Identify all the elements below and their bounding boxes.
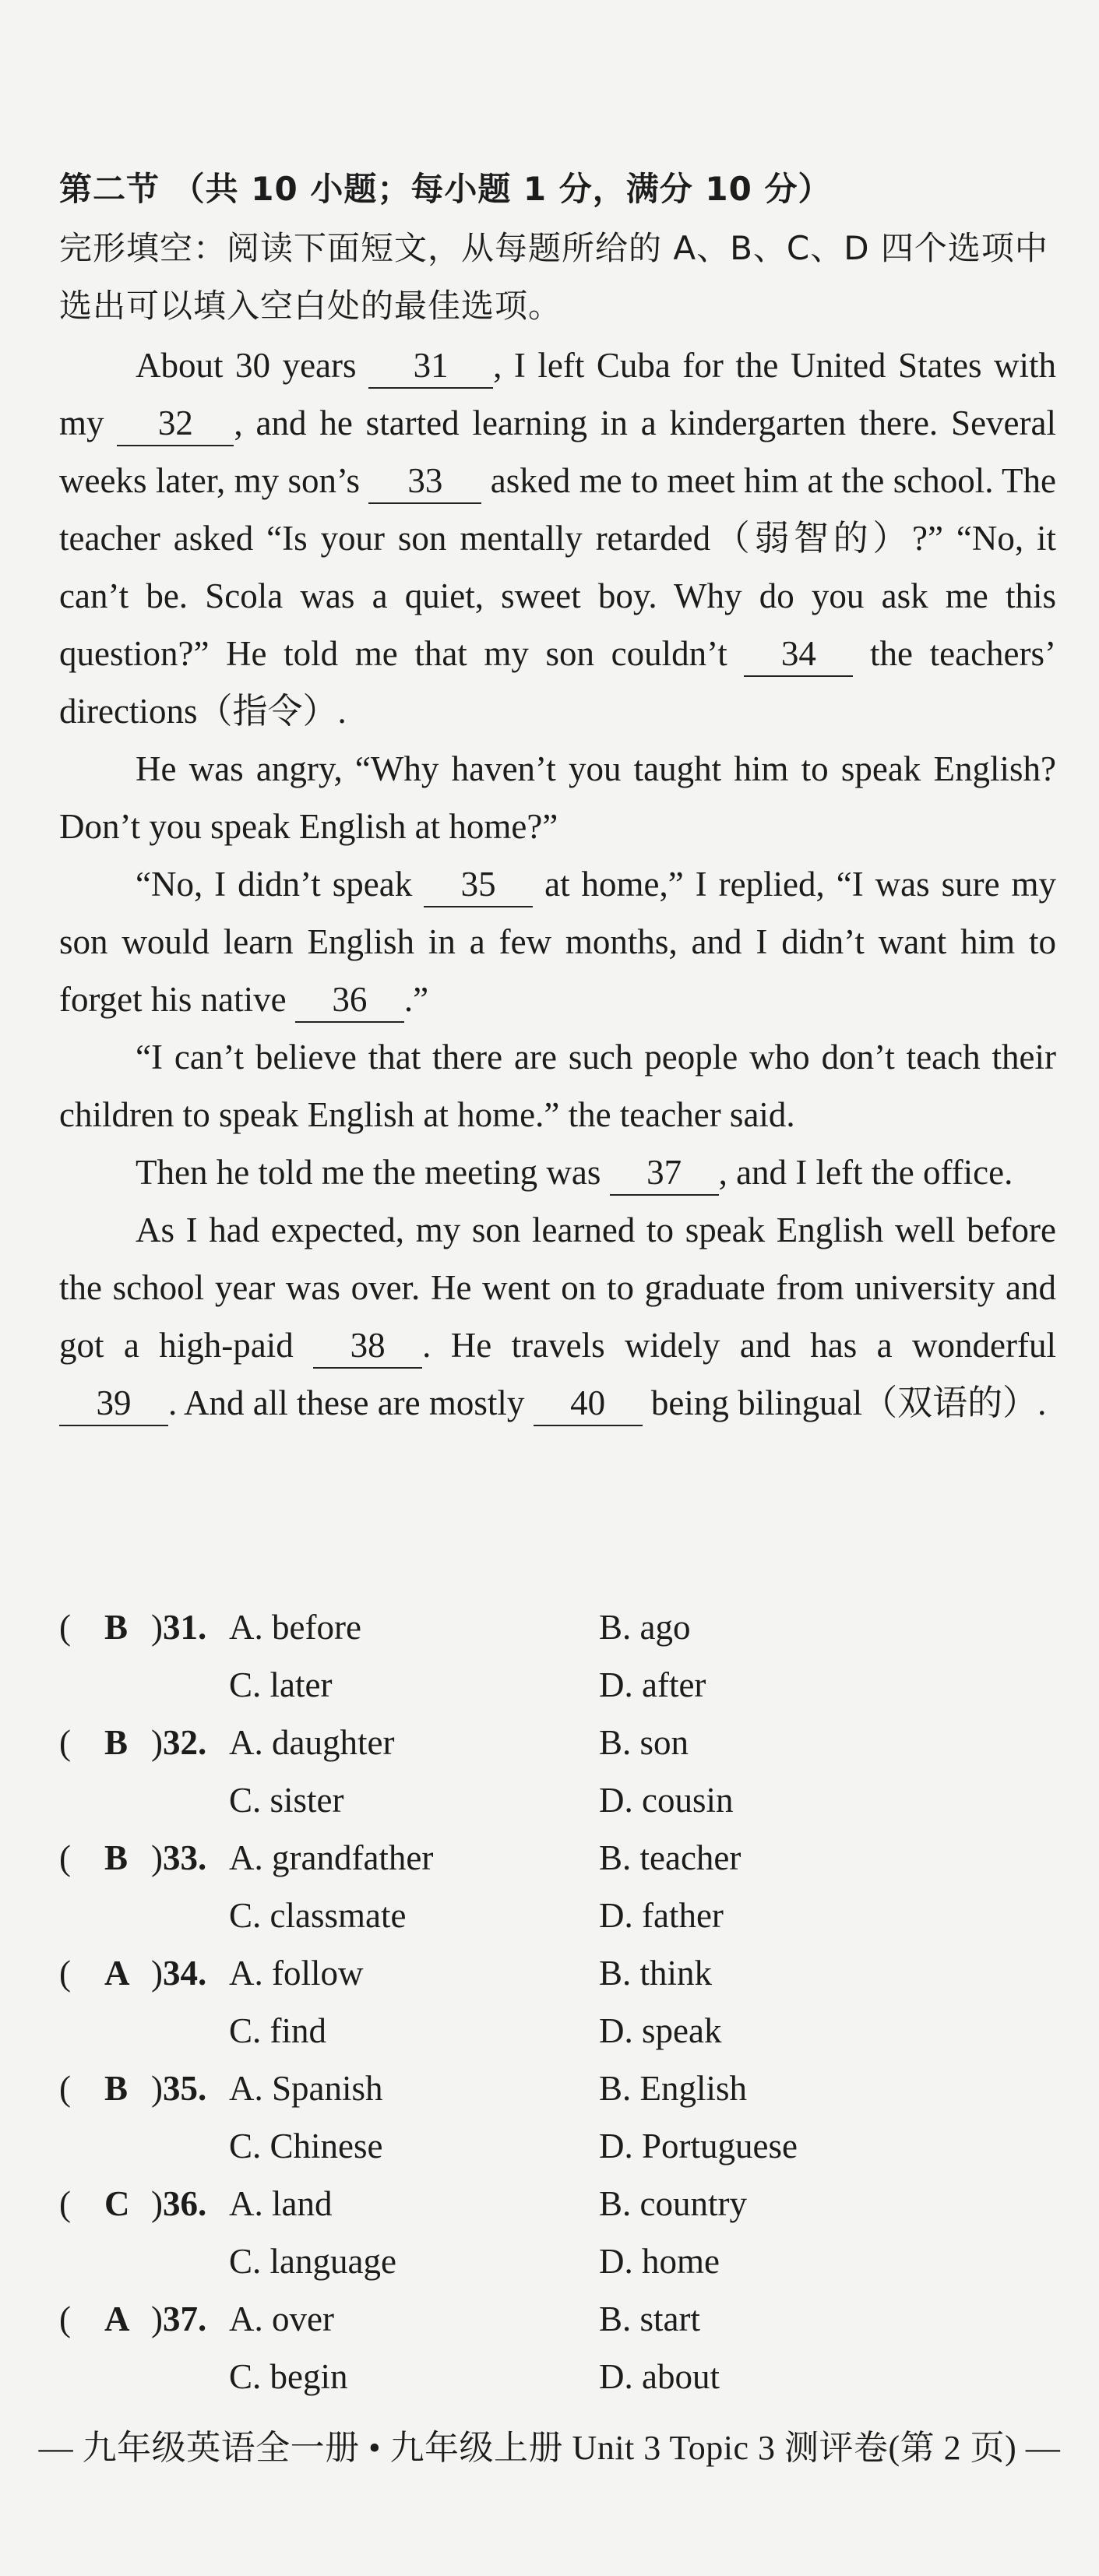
paren: ( (59, 1838, 71, 1877)
question-number: )37. (151, 2299, 207, 2338)
question-number: )31. (151, 1608, 207, 1647)
question-31 (59, 1598, 1072, 1714)
option-d[interactable]: D. home (599, 2242, 720, 2281)
option-d[interactable]: D. speak (599, 2011, 722, 2050)
question-35 (59, 2060, 1072, 2175)
option-d[interactable]: D. after (599, 1665, 706, 1704)
paren: ( (59, 1954, 71, 1993)
question-number: )32. (151, 1723, 207, 1762)
option-b[interactable]: B. country (599, 2184, 747, 2223)
passage-text: “No, I didn’t speak (136, 865, 424, 904)
question-34 (59, 1944, 1072, 2060)
option-c[interactable]: C. sister (229, 1781, 344, 1820)
option-b[interactable]: B. start (599, 2299, 700, 2338)
option-d[interactable]: D. Portuguese (599, 2127, 798, 2165)
paren: ( (59, 1608, 71, 1647)
passage-text: , and he started learning in a kindergarten there. Several weeks later, my son’s (59, 403, 1056, 500)
option-b[interactable]: B. ago (599, 1608, 691, 1647)
answer-letter: A (104, 2299, 130, 2338)
option-b[interactable]: B. think (599, 1954, 713, 1993)
passage-text: About 30 years (136, 346, 369, 385)
answer-letter: C (104, 2184, 130, 2223)
paren: ( (59, 1723, 71, 1762)
blank-34: 34 (744, 632, 853, 677)
passage-text: . He travels widely and has a wonderful (422, 1326, 1056, 1365)
option-a[interactable]: A. daughter (229, 1723, 395, 1762)
option-c[interactable]: C. later (229, 1665, 333, 1704)
blank-31: 31 (368, 344, 493, 389)
passage-paragraph-2: He was angry, “Why haven’t you taught him to speak English? Don’t you speak English at home?” (59, 749, 1056, 846)
passage-paragraph-4: “I can’t believe that there are such people who don’t teach their children to speak English at home.” the teacher said. (59, 1038, 1056, 1134)
option-a[interactable]: A. follow (229, 1954, 364, 1993)
option-a[interactable]: A. grandfather (229, 1838, 434, 1877)
answer-letter: B (104, 1608, 129, 1647)
question-33 (59, 1829, 1072, 1944)
question-number: )33. (151, 1838, 207, 1877)
option-d[interactable]: D. father (599, 1896, 724, 1935)
option-a[interactable]: A. land (229, 2184, 333, 2223)
blank-36: 36 (295, 978, 404, 1023)
passage-paragraph-3 (59, 855, 1056, 1028)
paren: ( (59, 2069, 71, 2108)
passage-text: , and I left the office. (718, 1153, 1013, 1192)
option-a[interactable]: A. before (229, 1608, 361, 1647)
passage-text: asked me to meet him at the school. The teacher asked “Is your son mentally retarded（弱智的）?” “No, it can’t be. Scola was a quiet, sweet boy. Why do you ask me this question?” He told me that my son couldn’t (59, 461, 1056, 673)
blank-35: 35 (424, 862, 533, 907)
blank-32: 32 (117, 401, 234, 446)
option-c[interactable]: C. begin (229, 2357, 348, 2396)
answer-letter: B (104, 2069, 129, 2108)
section-header: 第二节 （共 10 小题；每小题 1 分，满分 10 分） (59, 170, 832, 208)
passage-text: Then he told me the meeting was (136, 1153, 610, 1192)
option-b[interactable]: B. English (599, 2069, 748, 2108)
option-a[interactable]: A. Spanish (229, 2069, 383, 2108)
question-number: )35. (151, 2069, 207, 2108)
section-instructions: 完形填空：阅读下面短文，从每题所给的 A、B、C、D 四个选项中选出可以填入空白处的最佳选项。 (59, 229, 1048, 325)
passage-paragraph-1 (59, 337, 1056, 740)
blank-38: 38 (313, 1323, 422, 1369)
passage-text: .” (403, 980, 429, 1019)
passage-text: at home,” I replied, “I was sure my son would learn English in a few months, and I didn’t want him to forget his native (59, 865, 1056, 1019)
option-c[interactable]: C. find (229, 2011, 327, 2050)
question-37 (59, 2290, 1072, 2405)
answer-letter: A (104, 1954, 130, 1993)
option-b[interactable]: B. teacher (599, 1838, 741, 1877)
passage-text: . And all these are mostly (168, 1383, 534, 1422)
answer-letter: B (104, 1723, 129, 1762)
question-32 (59, 1714, 1072, 1829)
passage (59, 337, 1056, 1432)
blank-39: 39 (59, 1381, 168, 1426)
question-number: )34. (151, 1954, 207, 1993)
question-number: )36. (151, 2184, 207, 2223)
option-c[interactable]: C. Chinese (229, 2127, 383, 2165)
question-36 (59, 2175, 1072, 2290)
passage-paragraph-5 (59, 1144, 1056, 1201)
passage-text: As I had expected, my son learned to speak English well before the school year was over. He went on to graduate from university and got a high-paid (59, 1210, 1056, 1365)
page-footer: — 九年级英语全一册 • 九年级上册 Unit 3 Topic 3 测评卷(第 2 页) — (38, 2429, 1061, 2467)
passage-text: , I left Cuba for the United States with my (59, 346, 1056, 442)
option-d[interactable]: D. about (599, 2357, 720, 2396)
paren: ( (59, 2299, 71, 2338)
blank-40: 40 (534, 1381, 643, 1426)
option-a[interactable]: A. over (229, 2299, 334, 2338)
answer-options (59, 1598, 1072, 2405)
passage-text: being bilingual（双语的）. (642, 1383, 1047, 1422)
option-c[interactable]: C. classmate (229, 1896, 407, 1935)
paren: ( (59, 2184, 71, 2223)
blank-33: 33 (368, 459, 481, 504)
passage-text: the teachers’ directions（指令）. (59, 634, 1056, 731)
passage-paragraph-6 (59, 1201, 1056, 1432)
blank-37: 37 (610, 1151, 719, 1196)
option-c[interactable]: C. language (229, 2242, 396, 2281)
answer-letter: B (104, 1838, 129, 1877)
option-d[interactable]: D. cousin (599, 1781, 734, 1820)
option-b[interactable]: B. son (599, 1723, 689, 1762)
